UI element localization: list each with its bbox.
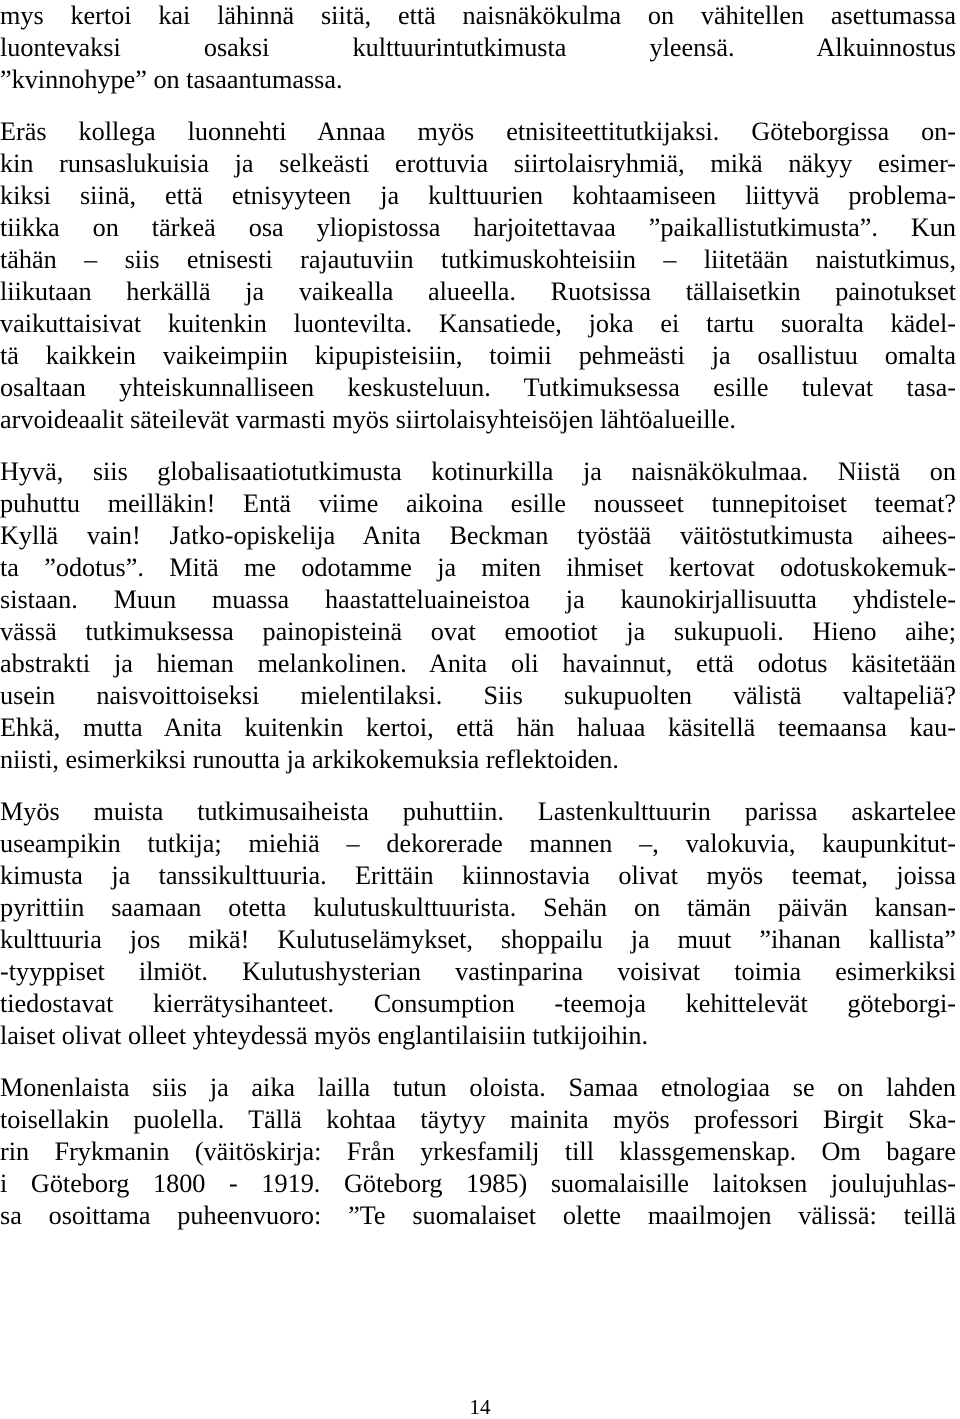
text-line: sa osoittama puheenvuoro: ”Te suomalaiset olette maailmojen välissä: teillä bbox=[0, 1201, 956, 1230]
text-line: vaikuttaisivat kuitenkin luontevilta. Kansatiede, joka ei tartu suoralta kädel- bbox=[0, 309, 956, 338]
paragraph-2 bbox=[0, 116, 960, 436]
paragraph-1 bbox=[0, 0, 960, 96]
text-line: vässä tutkimuksessa painopisteinä ovat emootiot ja sukupuoli. Hieno aihe; bbox=[0, 617, 956, 646]
text-line: kin runsaslukuisia ja selkeästi erottuvia siirtolaisryhmiä, mikä näkyy esimer- bbox=[0, 149, 956, 178]
text-line: niisti, esimerkiksi runoutta ja arkikokemuksia reflektoiden. bbox=[0, 745, 619, 774]
text-line: Monenlaista siis ja aika lailla tutun oloista. Samaa etnologiaa se on lahden bbox=[0, 1073, 956, 1102]
text-line: Hyvä, siis globalisaatiotutkimusta kotinurkilla ja naisnäkökulmaa. Niistä on bbox=[0, 457, 956, 486]
text-line: Eräs kollega luonnehti Annaa myös etnisiteettitutkijaksi. Göteborgissa on- bbox=[0, 117, 956, 146]
paragraph-spacer bbox=[0, 776, 960, 796]
text-line: ta ”odotus”. Mitä me odotamme ja miten ihmiset kertovat odotuskokemuk- bbox=[0, 553, 956, 582]
text-line: laiset olivat olleet yhteydessä myös englantilaisiin tutkijoihin. bbox=[0, 1021, 649, 1050]
text-line: liikutaan herkällä ja vaikealla alueella. Ruotsissa tällaisetkin painotukset bbox=[0, 277, 956, 306]
text-line: useampikin tutkija; miehiä – dekorerade mannen –, valokuvia, kaupunkitut- bbox=[0, 829, 956, 858]
text-line: kulttuuria jos mikä! Kulutuselämykset, shoppailu ja muut ”ihanan kallista” bbox=[0, 925, 956, 954]
paragraph-spacer bbox=[0, 436, 960, 456]
text-line: tiedostavat kierrätysihanteet. Consumption -teemoja kehittelevät göteborgi- bbox=[0, 989, 956, 1018]
text-line: kimusta ja tanssikulttuuria. Erittäin kiinnostavia olivat myös teemat, joissa bbox=[0, 861, 956, 890]
text-line: rin Frykmanin (väitöskirja: Från yrkesfamilj till klassgemenskap. Om bagare bbox=[0, 1137, 956, 1166]
text-line: i Göteborg 1800 - 1919. Göteborg 1985) suomalaisille laitoksen joulujuhlas- bbox=[0, 1169, 956, 1198]
text-line: pyrittiin saamaan otetta kulutuskulttuurista. Sehän on tämän päivän kansan- bbox=[0, 893, 956, 922]
text-line: sistaan. Muun muassa haastatteluaineistoa ja kaunokirjallisuutta yhdistele- bbox=[0, 585, 956, 614]
text-line: mys kertoi kai lähinnä siitä, että naisnäkökulma on vähitellen asettumassa bbox=[0, 1, 956, 30]
text-line: Ehkä, mutta Anita kuitenkin kertoi, että hän haluaa käsitellä teemaansa kau- bbox=[0, 713, 956, 742]
text-line: luontevaksi osaksi kulttuurintutkimusta yleensä. Alkuinnostus bbox=[0, 33, 956, 62]
text-line: tähän – siis etnisesti rajautuviin tutkimuskohteisiin – liitetään naistutkimus, bbox=[0, 245, 956, 274]
text-line: Kyllä vain! Jatko-opiskelija Anita Beckman työstää väitöstutkimusta aihees- bbox=[0, 521, 956, 550]
paragraph-spacer bbox=[0, 96, 960, 116]
paragraph-3 bbox=[0, 456, 960, 776]
text-line: -tyyppiset ilmiöt. Kulutushysterian vastinparina voisivat toimia esimerkiksi bbox=[0, 957, 956, 986]
text-line: kiksi siinä, että etnisyyteen ja kulttuurien kohtaamiseen liittyvä problema- bbox=[0, 181, 956, 210]
paragraph-spacer bbox=[0, 1052, 960, 1072]
text-line: tä kaikkein vaikeimpiin kipupisteisiin, toimii pehmeästi ja osallistuu omalta bbox=[0, 341, 956, 370]
text-line: osaltaan yhteiskunnalliseen keskusteluun. Tutkimuksessa esille tulevat tasa- bbox=[0, 373, 956, 402]
text-line: usein naisvoittoiseksi mielentilaksi. Siis sukupuolten välistä valtapeliä? bbox=[0, 681, 956, 710]
page-number: 14 bbox=[469, 1395, 491, 1419]
text-line: arvoideaalit säteilevät varmasti myös siirtolaisyhteisöjen lähtöalueille. bbox=[0, 405, 736, 434]
text-line: ”kvinnohype” on tasaantumassa. bbox=[0, 65, 343, 94]
text-line: Myös muista tutkimusaiheista puhuttiin. Lastenkulttuurin parissa askartelee bbox=[0, 797, 956, 826]
paragraph-5 bbox=[0, 1072, 960, 1232]
text-line: abstrakti ja hieman melankolinen. Anita oli havainnut, että odotus käsitetään bbox=[0, 649, 956, 678]
text-line: toisellakin puolella. Tällä kohtaa täytyy mainita myös professori Birgit Ska- bbox=[0, 1105, 956, 1134]
text-line: puhuttu meilläkin! Entä viime aikoina esille nousseet tunnepitoiset teemat? bbox=[0, 489, 956, 518]
text-line: tiikka on tärkeä osa yliopistossa harjoitettavaa ”paikallistutkimusta”. Kun bbox=[0, 213, 956, 242]
paragraph-4 bbox=[0, 796, 960, 1052]
